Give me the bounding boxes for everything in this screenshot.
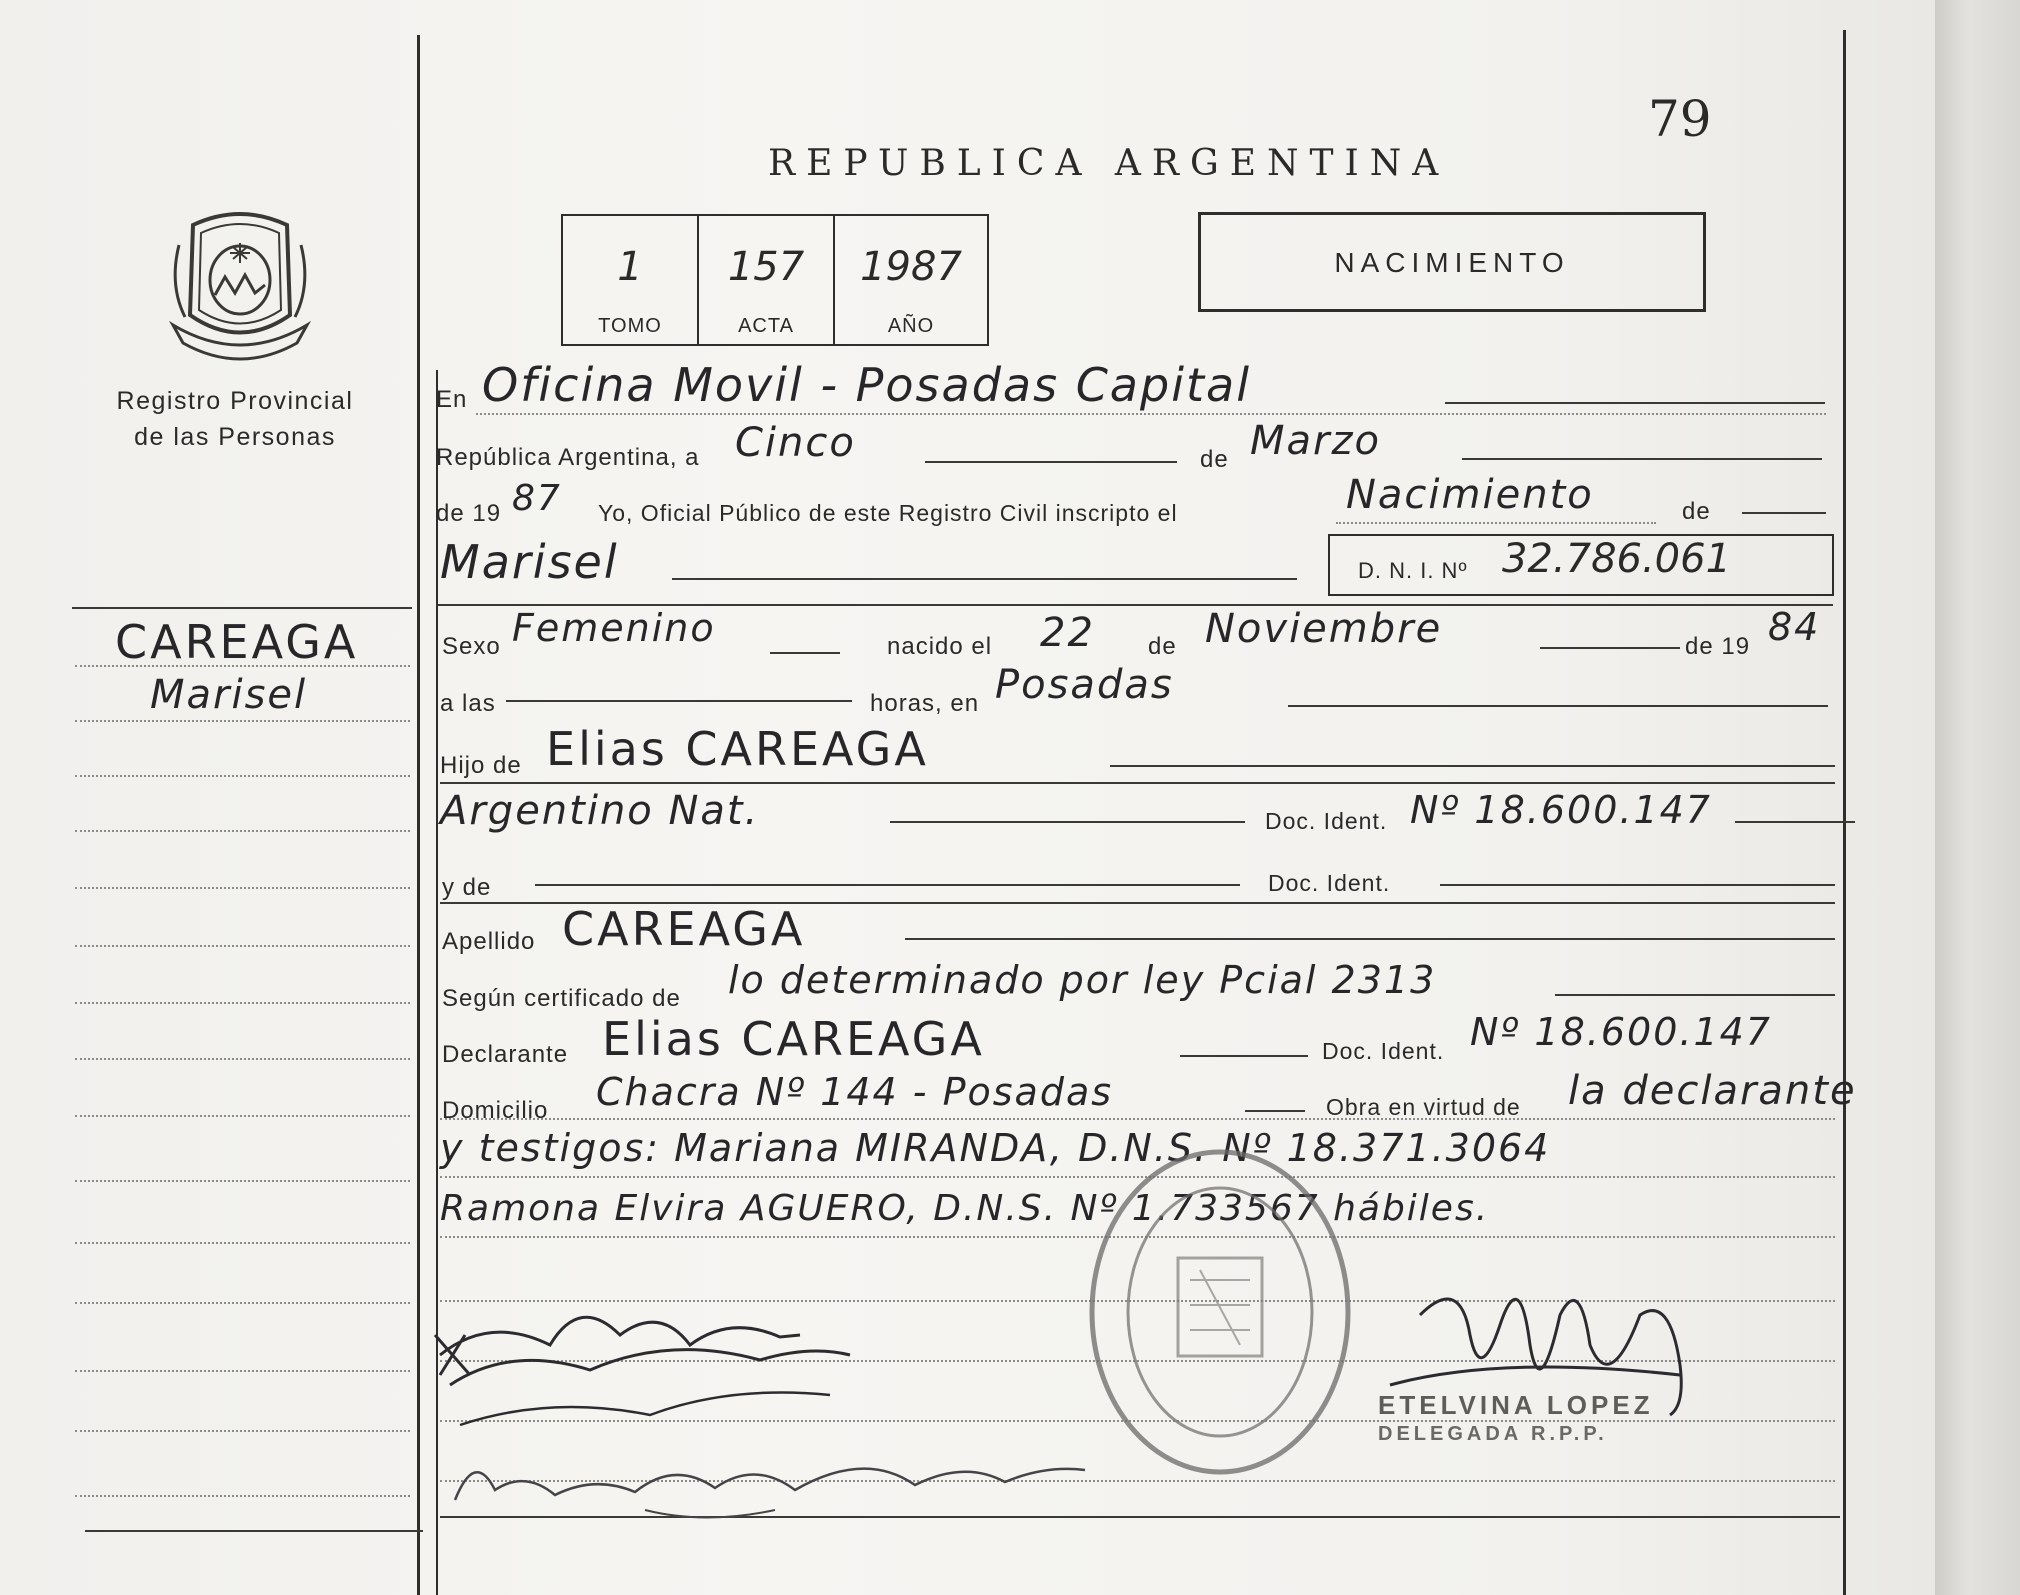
margin-line bbox=[75, 945, 410, 947]
form-line bbox=[535, 884, 1240, 886]
form-line bbox=[1110, 765, 1835, 767]
form-line bbox=[1462, 458, 1822, 460]
official-stamp-name: ETELVINA LOPEZ bbox=[1378, 1390, 1654, 1420]
margin-line bbox=[75, 1058, 410, 1060]
nacido-label: nacido el bbox=[887, 633, 993, 660]
form-line bbox=[1742, 512, 1826, 514]
margin-line bbox=[75, 665, 410, 667]
alas-label: a las bbox=[440, 690, 496, 717]
apellido-value: CAREAGA bbox=[562, 902, 806, 956]
reference-box bbox=[561, 214, 989, 346]
de19-label: de 19 bbox=[1685, 633, 1751, 660]
testigos-line1: y testigos: Mariana MIRANDA, D.N.S. Nº 18.371.3064 bbox=[440, 1126, 1551, 1170]
acta-cell bbox=[699, 216, 835, 344]
form-line bbox=[925, 461, 1177, 463]
form-line bbox=[1245, 1110, 1305, 1112]
form-line bbox=[890, 821, 1245, 823]
doc3-label: Doc. Ident. bbox=[1322, 1038, 1445, 1064]
anio-prefix: de 19 bbox=[436, 500, 502, 527]
acto-value: Nacimiento bbox=[1346, 472, 1594, 518]
margin-line bbox=[75, 830, 410, 832]
page-number: 79 bbox=[1648, 90, 1712, 148]
form-line bbox=[905, 938, 1835, 940]
form-line bbox=[1555, 994, 1835, 996]
document-title: REPUBLICA ARGENTINA bbox=[768, 143, 1450, 184]
form-dotted-line bbox=[476, 413, 1826, 415]
registry-name-line1: Registro Provincial bbox=[116, 387, 354, 415]
sexo-value: Femenino bbox=[512, 606, 716, 650]
domicilio-label: Domicilio bbox=[442, 1097, 549, 1124]
margin-surname: CAREAGA bbox=[115, 615, 359, 669]
provincial-seal-icon bbox=[165, 205, 315, 365]
form-line bbox=[440, 782, 1835, 784]
acta-value: 157 bbox=[727, 244, 805, 290]
padre-value: Elias CAREAGA bbox=[546, 722, 929, 776]
dni-value: 32.786.061 bbox=[1502, 536, 1732, 582]
nac-dia-value: 22 bbox=[1040, 610, 1095, 656]
acta-label: ACTA bbox=[738, 315, 794, 337]
testigos-line2: Ramona Elvira AGUERO, D.N.S. Nº 1.733567 hábiles. bbox=[440, 1188, 1490, 1229]
nac-anio-value: 84 bbox=[1768, 605, 1821, 649]
record-type-box bbox=[1198, 212, 1706, 312]
padre-doc-value: Nº 18.600.147 bbox=[1410, 788, 1712, 832]
domicilio-value: Chacra Nº 144 - Posadas bbox=[596, 1070, 1114, 1114]
de-label: de bbox=[1200, 446, 1229, 473]
sexo-label: Sexo bbox=[442, 633, 501, 660]
lugar-value: Posadas bbox=[995, 662, 1174, 708]
doc2-label: Doc. Ident. bbox=[1268, 870, 1391, 896]
margin-line bbox=[75, 1242, 410, 1244]
en-label: En bbox=[436, 386, 468, 413]
margin-line bbox=[75, 1495, 410, 1497]
yde-label: y de bbox=[442, 874, 492, 901]
page-stack-edge bbox=[1935, 0, 2020, 1595]
ano-label: AÑO bbox=[887, 315, 935, 337]
certificado-value: lo determinado por ley Pcial 2313 bbox=[728, 958, 1437, 1002]
ano-cell bbox=[835, 216, 987, 344]
obra-label: Obra en virtud de bbox=[1326, 1094, 1521, 1120]
declarante-doc-value: Nº 18.600.147 bbox=[1470, 1010, 1772, 1054]
form-line bbox=[1288, 705, 1828, 707]
margin-line bbox=[75, 1430, 410, 1432]
declarante-signature-icon bbox=[430, 1275, 930, 1455]
margin-top-rule bbox=[72, 607, 412, 609]
obra-value: la declarante bbox=[1568, 1068, 1857, 1114]
form-dotted-line bbox=[1336, 522, 1656, 524]
declarante-value: Elias CAREAGA bbox=[602, 1012, 985, 1066]
padre-nac-value: Argentino Nat. bbox=[440, 788, 760, 834]
margin-given-name: Marisel bbox=[150, 672, 308, 718]
margin-line bbox=[75, 775, 410, 777]
ano-value: 1987 bbox=[860, 244, 962, 290]
margin-bottom-rule bbox=[85, 1530, 423, 1532]
de3-label: de bbox=[1148, 633, 1177, 660]
hijo-label: Hijo de bbox=[440, 752, 522, 779]
margin-line bbox=[75, 1370, 410, 1372]
margin-column-line bbox=[417, 35, 420, 1595]
tomo-value: 1 bbox=[617, 244, 643, 290]
dni-box bbox=[1328, 534, 1834, 596]
horas-label: horas, en bbox=[870, 690, 980, 717]
tomo-cell bbox=[563, 216, 699, 344]
republica-label: República Argentina, a bbox=[436, 444, 700, 471]
record-right-border bbox=[1843, 30, 1846, 1595]
form-line bbox=[1440, 884, 1835, 886]
form-line bbox=[506, 700, 852, 702]
madre-signature-icon bbox=[445, 1430, 1105, 1540]
form-line bbox=[1540, 647, 1680, 649]
margin-line bbox=[75, 1302, 410, 1304]
de2-label: de bbox=[1682, 498, 1711, 525]
margin-line bbox=[75, 720, 410, 722]
margin-line bbox=[75, 1180, 410, 1182]
apellido-label: Apellido bbox=[442, 928, 536, 955]
oficial-label: Yo, Oficial Público de este Registro Civil inscripto el bbox=[598, 500, 1178, 526]
form-line bbox=[672, 578, 1297, 580]
form-line bbox=[1180, 1055, 1308, 1057]
tomo-label: TOMO bbox=[598, 315, 662, 337]
dni-label: D. N. I. Nº bbox=[1358, 558, 1468, 583]
mes-value: Marzo bbox=[1250, 418, 1381, 464]
form-line bbox=[1445, 402, 1825, 404]
margin-line bbox=[75, 1115, 410, 1117]
form-line bbox=[1735, 821, 1855, 823]
registry-name-line2: de las Personas bbox=[134, 423, 336, 451]
registry-stamp-icon bbox=[1080, 1140, 1360, 1485]
margin-line bbox=[75, 1002, 410, 1004]
form-dotted-line bbox=[440, 1118, 1835, 1120]
doc-label: Doc. Ident. bbox=[1265, 808, 1388, 834]
record-type: NACIMIENTO bbox=[1334, 247, 1570, 278]
segun-label: Según certificado de bbox=[442, 985, 681, 1012]
anio-suffix: 87 bbox=[512, 478, 562, 519]
en-value: Oficina Movil - Posadas Capital bbox=[482, 358, 1251, 412]
nac-mes-value: Noviembre bbox=[1205, 606, 1443, 652]
declarante-label: Declarante bbox=[442, 1041, 569, 1068]
form-line bbox=[770, 652, 840, 654]
nombre-value: Marisel bbox=[440, 535, 619, 589]
margin-line bbox=[75, 887, 410, 889]
dia-value: Cinco bbox=[735, 420, 856, 466]
official-stamp-title: DELEGADA R.P.P. bbox=[1378, 1423, 1608, 1445]
